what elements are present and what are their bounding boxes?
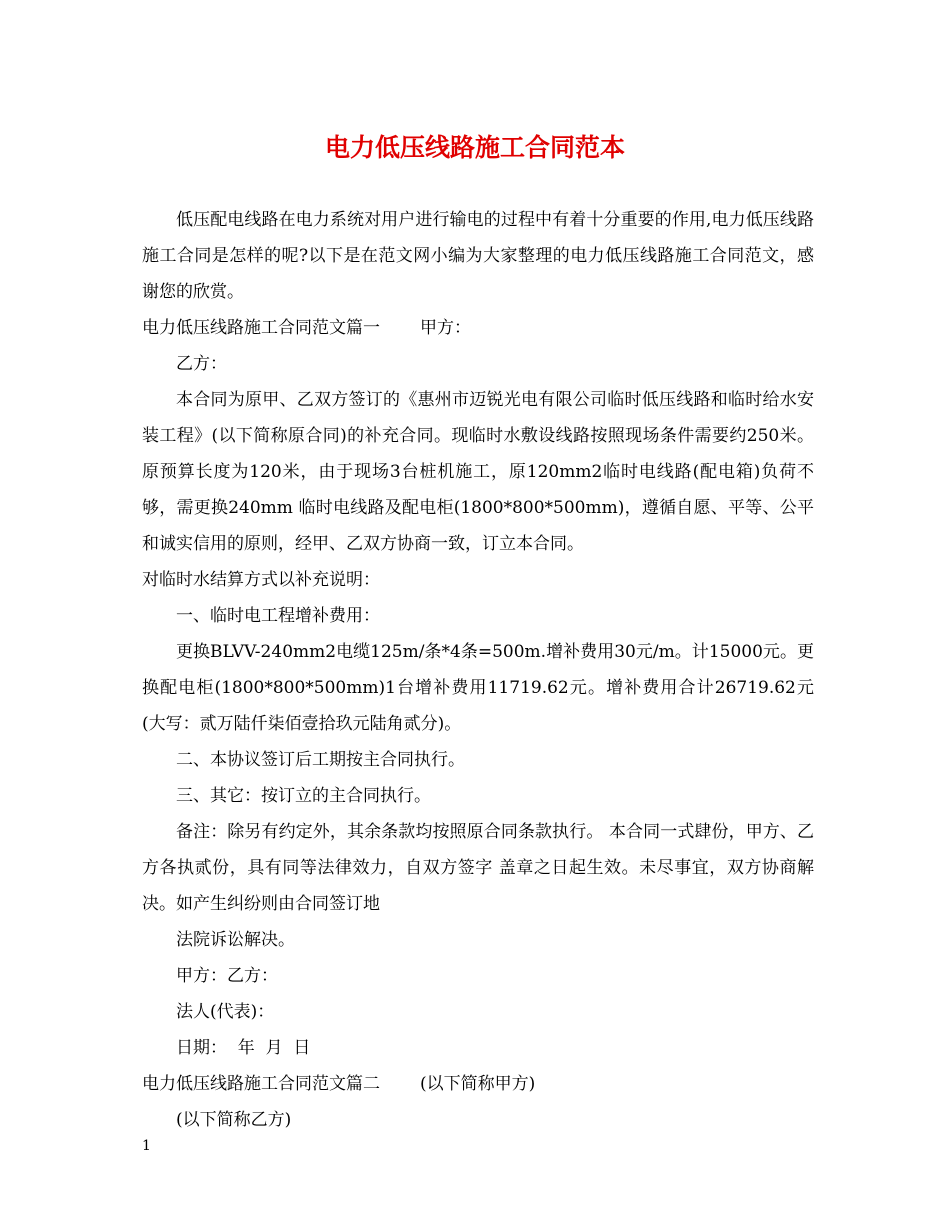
party-a-label: 甲方： [420, 318, 471, 338]
party-b-label: 乙方： [176, 354, 227, 374]
sample1-heading: 电力低压线路施工合同范文篇一 [142, 318, 380, 338]
item1-body: 更换BLVV-240mm2电缆125m/条*4条=500m.增补费用30元/m。计15000元。更换配电柜(1800*800*500mm)1台增补费用11719.62元。增补费用合计26719.62元(大写：贰万陆仟柒佰壹拾玖元陆角贰分)。 [142, 642, 814, 734]
item2: 二、本协议签订后工期按主合同执行。 [176, 750, 465, 770]
item1-heading: 一、临时电工程增补费用： [176, 606, 380, 626]
signature-date: 日期： 年 月 日 [176, 1038, 311, 1058]
document-title: 电力低压线路施工合同范本 [324, 133, 625, 162]
sample2-party-b: (以下简称乙方) [176, 1110, 292, 1130]
note-paragraph: 备注：除另有约定外，其余条款均按照原合同条款执行。 本合同一式肆份，甲方、乙方各执贰份，具有同等法律效力，自双方签字 盖章之日起生效。未尽事宜，双方协商解决。如产生纠纷则由合同签订地 [142, 822, 814, 914]
sample2-heading-line [142, 1066, 814, 1102]
signature-parties: 甲方：乙方： [176, 966, 278, 986]
intro-paragraph: 低压配电线路在电力系统对用户进行输电的过程中有着十分重要的作用,电力低压线路施工合同是怎样的呢?以下是在范文网小编为大家整理的电力低压线路施工合同范文，感谢您的欣赏。 [142, 210, 814, 302]
note-tail: 法院诉讼解决。 [176, 930, 295, 950]
sample2-party-a: (以下简称甲方) [420, 1074, 536, 1094]
contract-body-tail: 对临时水结算方式以补充说明： [142, 570, 380, 590]
sample1-heading-line [142, 310, 814, 346]
document-body [142, 202, 814, 1138]
page-number: 1 [142, 1138, 151, 1154]
contract-body-paragraph: 本合同为原甲、乙双方签订的《惠州市迈锐光电有限公司临时低压线路和临时给水安装工程》(以下简称原合同)的补充合同。现临时水敷设线路按照现场条件需要约250米。原预算长度为120米，由于现场3台桩机施工，原120mm2临时电线路(配电箱)负荷不够，需更换240mm 临时电线路及配电柜(1800*800*500mm)，遵循自愿、平等、公平和诚实信用的原则，经甲、乙双方协商一致，订立本合同。 [142, 390, 814, 554]
sample2-heading: 电力低压线路施工合同范文篇二 [142, 1074, 380, 1094]
signature-legal-rep: 法人(代表)： [176, 1002, 275, 1022]
item3: 三、其它：按订立的主合同执行。 [176, 786, 431, 806]
